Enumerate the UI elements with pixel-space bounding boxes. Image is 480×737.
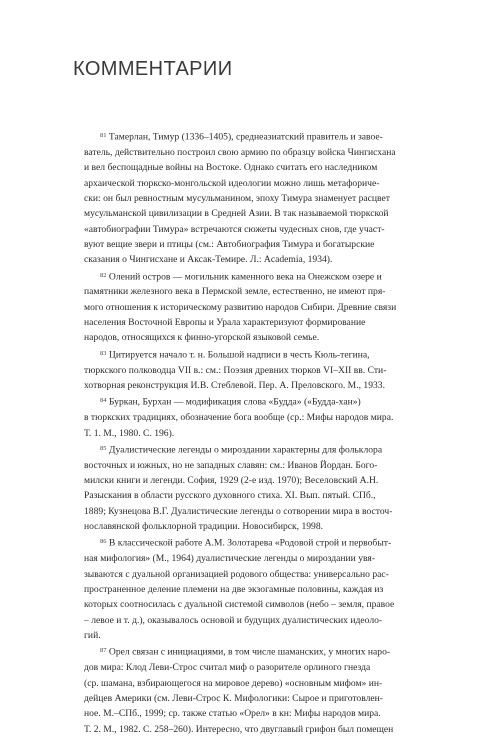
note-line: ная мифология» (М., 1964) дуалистические легенды о мироздании увя- — [84, 553, 376, 565]
note-line: Орел связан с инициациями, в том числе шаманских, у многих наро- — [108, 646, 391, 658]
note-line: архаической тюркско-монгольской идеологии можно лишь метафориче- — [84, 177, 380, 189]
note-line: ски: он был ревностным мусульманином, эпоху Тимура знаменует расцвет — [84, 192, 390, 204]
note-line: милски книги и легенди. София, 1929 (2-е изд. 1970); Веселовский А.Н. — [84, 475, 379, 487]
note-85 — [84, 441, 410, 535]
note-line: ватель, действительно построил свою армию по образцу войска Чингисхана — [84, 146, 396, 158]
note-87 — [84, 643, 410, 737]
note-line: 1889; Кузнецова В.Г. Дуалистические легенды о сотворении мира в восточ- — [84, 505, 393, 517]
note-number: 84 — [100, 397, 107, 405]
note-84 — [84, 393, 410, 441]
note-83 — [84, 346, 410, 394]
note-number: 87 — [100, 647, 107, 655]
note-line: Т. 2. М., 1982. С. 258–260). Интересно, что двуглавый грифон был помещен — [84, 723, 394, 735]
note-line: Разыскания в области русского духовного стиха. XI. Вып. пятый. СПб., — [84, 490, 376, 502]
note-line: которых соотносилась с дуальной системой символов (небо – земля, правое — [84, 599, 395, 611]
note-line: народов, относящихся к финно-угорской языковой семье. — [84, 332, 320, 344]
note-line: нославянской фольклорной традиции. Новосибирск, 1998. — [84, 521, 324, 533]
note-line: населения Восточной Европы и Урала характеризуют формирование — [84, 317, 366, 329]
note-82 — [84, 268, 410, 346]
note-line: В классической работе А.М. Золотарева «Родовой строй и первобыт- — [108, 537, 392, 549]
note-line: зываются с дуальной организацией родового общества: универсально рас- — [84, 568, 389, 580]
note-line: дов мира: Клод Леви-Строс считал миф о разорителе орлиного гнезда — [84, 662, 371, 674]
page-title: КОММЕНТАРИИ — [73, 58, 233, 80]
note-line: Тамерлан, Тимур (1336–1405), среднеазиатский правитель и завое- — [108, 131, 383, 143]
note-number: 82 — [100, 271, 107, 279]
note-line: Дуалистические легенды о мироздании характерны для фольклора — [108, 444, 383, 456]
note-line: и вел беспощадные войны на Востоке. Однако считать его наследником — [84, 162, 378, 174]
note-line: в тюркских традициях, обозначение бога вообще (ср.: Мифы народов мира. — [84, 412, 394, 424]
note-86 — [84, 534, 410, 643]
note-line: памятники железного века в Пермской земле, естественно, не имеют пря- — [84, 286, 386, 298]
note-line: вуют вещие звери и птицы (см.: Автобиография Тимура и богатырские — [84, 238, 375, 250]
note-line: пространенное деление племени на две экзогамные половины, каждая из — [84, 583, 384, 595]
notes-list — [84, 128, 410, 737]
note-number: 83 — [100, 349, 107, 357]
note-line: мусульманской цивилизации в Средней Азии. В так называемой тюркской — [84, 208, 389, 220]
note-line: дейцев Америки (см. Леви-Строс К. Мифологики: Сырое и приготовлен- — [84, 692, 384, 704]
note-line: «автобиографии Тимура» встречаются сюжеты чудесных снов, где участ- — [84, 223, 385, 235]
note-line: тюркского полководца VII в.: см.: Поэзия древних тюрков VI–XII вв. Сти- — [84, 364, 387, 376]
note-number: 81 — [100, 132, 107, 139]
note-line: сказания о Чингисхане и Аксак-Темире. Л.: Academia, 1934). — [84, 254, 333, 266]
note-line: Цитируется начало т. н. Большой надписи в честь Кюль-тегина, — [108, 349, 370, 361]
note-line: гий. — [84, 630, 101, 641]
note-line: Т. 1. М., 1980. С. 196). — [84, 427, 175, 439]
note-number: 86 — [100, 538, 107, 546]
note-line: Буркан, Бурхан — модификация слова «Будда» («Будда-хан») — [108, 396, 361, 408]
note-line: (ср. шамана, взбирающегося на мировое дерево) «основным мифом» ин- — [84, 677, 383, 689]
note-line: ное. М.–СПб., 1999; ср. также статью «Орел» в кн: Мифы народов мира. — [84, 708, 381, 720]
note-line: восточных и южных, но не западных славян: см.: Иванов Йордан. Бого- — [84, 459, 378, 471]
note-line: мого отношения к историческому развитию народов Сибири. Древние связи — [84, 301, 397, 313]
note-number: 85 — [100, 444, 107, 452]
note-line: Олений остров — могильник каменного века на Онежском озере и — [108, 271, 382, 283]
note-line: – левое и т. д.), оказывалось основой и будущих дуалистических идеоло- — [84, 614, 383, 626]
note-81 — [84, 128, 410, 268]
note-line: хотворная реконструкция И.В. Стеблевой. Пер. А. Преловского. М., 1933. — [84, 380, 385, 391]
